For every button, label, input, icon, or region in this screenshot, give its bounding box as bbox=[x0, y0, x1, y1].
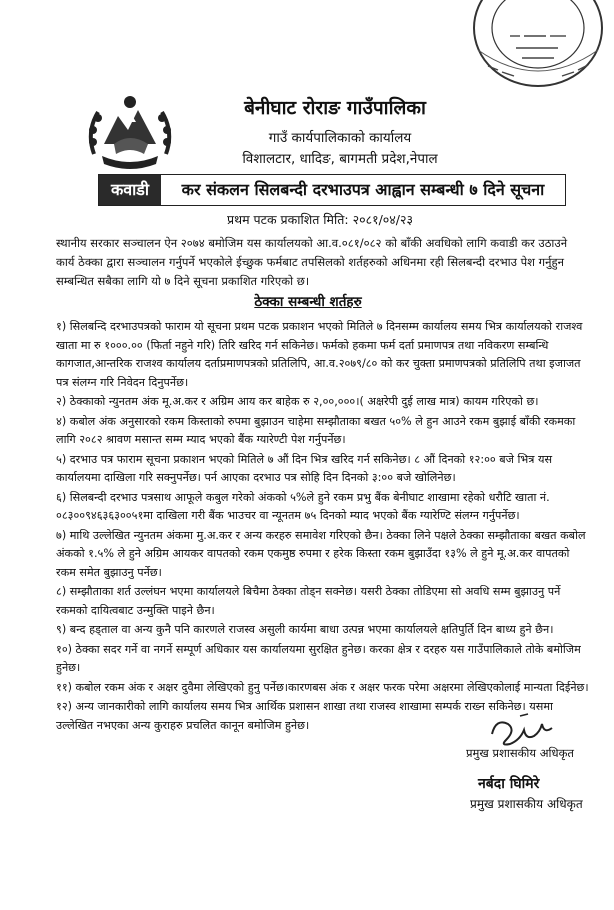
condition-item-11: ११) कबोल रकम अंक र अक्षर दुवैमा लेखिएको हुनु पर्नेछ।कारणबस अंक र अक्षर फरक परेमा अक्षरमा लेखिएकोलाई मान्यता दिईनेछ। bbox=[56, 680, 589, 694]
notice-intro: स्थानीय सरकार सञ्चालन ऐन २०७४ बमोजिम यस कार्यालयको आ.व.०८१/०८२ को बाँकी अवधिको लागि कवाडी कर उठाउने कार्य ठेक्का द्वारा सञ्चालन गर्नुपर्ने भएकोले ईच्छुक फर्मबाट तपसिलको शर्तहरुको अधिनमा रही सिलबन्दी दरभाउ पेश गर्नुहुन सम्बन्धित सबैका लागि यो ७ दिने सूचना प्रकाशित गरिएको छ। bbox=[56, 236, 568, 288]
condition-item-2: २) ठेक्काको न्युनतम अंक मू.अ.कर र अग्रिम आय कर बाहेक रु २,००,०००।( अक्षरेपी दुई लाख मात्र) कायम गरिएको छ। bbox=[56, 395, 539, 408]
condition-item-8: ८) सम्झौताका शर्त उल्लंघन भएमा कार्यालयले बिचैमा ठेक्का तोड्न सक्नेछ। यसरी ठेक्का तोडिएमा सो अवधि सम्म बुझाउनु पर्ने रकमको दायित्वबाट उन्मुक्ति पाइने छैन। bbox=[56, 585, 561, 617]
office-stamp bbox=[458, 0, 606, 92]
office-address: विशालटार, धादिङ, बागमती प्रदेश,नेपाल bbox=[242, 151, 438, 167]
signatory-role: प्रमुख प्रशासकीय अधिकृत bbox=[466, 746, 574, 760]
condition-item-1: १) सिलबन्दि दरभाउपत्रको फाराम यो सूचना प्रथम पटक प्रकाशन भएको मितिले ७ दिनसम्म कार्यालय समय भित्र कार्यालयको राजश्व खाता मा रु १०००.०० (फिर्ता नहुने गरि) तिरि खरिद गर्न सकिनेछ। फर्मको हकमा फर्म दर्ता प्रमाणपत्र तथा नविकरण सम्बन्धि कागजात,आन्तरिक राजश्व कार्यालय दर्ताप्रमाणपत्रको प्रतिलिपि, आ.व.२०७९/८० को कर चुक्ता प्रमाणपत्रको प्रतिलिपि तथा इजाजत पत्र संलग्न गरि निवेदन दिनुपर्नेछ। bbox=[56, 320, 583, 389]
notice-title-highlight: कवाडी bbox=[99, 175, 161, 205]
condition-item-9: ९) बन्द हड्ताल वा अन्य कुनै पनि कारणले राजस्व असुली कार्यमा बाधा उत्पन्न भएमा कार्यालयले क्षतिपुर्ति दिन बाध्य हुने छैन। bbox=[56, 623, 554, 636]
handwritten-signature bbox=[486, 710, 560, 750]
nepal-emblem-icon bbox=[84, 92, 176, 174]
conditions-heading: ठेक्का सम्बन्धी शर्तहरु bbox=[254, 294, 362, 310]
condition-item-12: १२) अन्य जानकारीको लागि कार्यालय समय भित्र आर्थिक प्रशासन शाखा तथा राजस्व शाखामा सम्पर्क राख्न सकिनेछ। यसमा उल्लेखित नभएका अन्य कुराहरु प्रचलित कानून बमोजिम हुनेछ। bbox=[56, 700, 553, 732]
conditions-list bbox=[56, 318, 592, 736]
notice-title bbox=[98, 174, 566, 206]
condition-item-4: ४) कबोल अंक अनुसारको रकम किस्ताको रुपमा बुझाउन चाहेमा सम्झौताका बखत ५०% ले हुन आउने रकम बुझाई बाँकी रकमका लागि २०८२ श्रावण मसान्त सम्म म्याद भएको बैंक ग्यारेण्टी पेश गर्नुपर्नेछ। bbox=[56, 414, 576, 446]
published-date: प्रथम पटक प्रकाशित मिति: २०८१/०४/२३ bbox=[227, 212, 413, 227]
signatory-role-stamp: प्रमुख प्रशासकीय अधिकृत bbox=[470, 797, 583, 811]
notice-title-rest: कर संकलन सिलबन्दी दरभाउपत्र आह्वान सम्बन्धी ७ दिने सूचना bbox=[181, 180, 545, 199]
condition-item-10: १०) ठेक्का सदर गर्ने वा नगर्ने सम्पूर्ण अधिकार यस कार्यालयमा सुरक्षित हुनेछ। करका क्षेत्र र दरहरु यस गाउँपालिकाले तोके बमोजिम हुनेछ। bbox=[56, 642, 581, 674]
condition-item-7: ७) माथि उल्लेखित न्युनतम अंकमा मु.अ.कर र अन्य करहरु समावेश गरिएको छैन। ठेक्का लिने पक्षले ठेक्का सम्झौताका बखत कबोल अंकको १.५% ले हुने अग्रिम आयकर वापतको रकम एकमुष्ठ रुपमा र हरेक किस्ता रकम बुझाउँदा १३% ले हुने मू.अ.कर वापतको रकम समेत बुझाउनु पर्नेछ। bbox=[56, 528, 586, 579]
municipality-name: बेनीघाट रोराङ गाउँपालिका bbox=[244, 97, 426, 119]
condition-item-6: ६) सिलबन्दी दरभाउ पत्रसाथ आफूले कबुल गरेको अंकको ५%ले हुने रकम प्रभु बैंक बेनीघाट शाखामा रहेको धरौटि खाता नं. ०८३००९४६३६३००५१मा दाखिला गरी बैंक भाउचर वा न्यूनतम ७५ दिनको म्याद भएको बैंक ग्यारेण्टि संलग्न गर्नुपर्नेछ। bbox=[56, 490, 550, 522]
condition-item-5: ५) दरभाउ पत्र फाराम सूचना प्रकाशन भएको मितिले ७ औं दिन भित्र खरिद गर्न सकिनेछ। ८ औं दिनको १२:०० बजे भित्र यस कार्यालयमा दाखिला गरि सक्नुपर्नेछ। पर्न आएका दरभाउ पत्र सोहि दिन दिनको ३:०० बजे खोलिनेछ। bbox=[56, 452, 553, 484]
signatory-name: नर्बदा घिमिरे bbox=[478, 776, 540, 792]
office-name: गाउँ कार्यपालिकाको कार्यालय bbox=[268, 130, 412, 146]
